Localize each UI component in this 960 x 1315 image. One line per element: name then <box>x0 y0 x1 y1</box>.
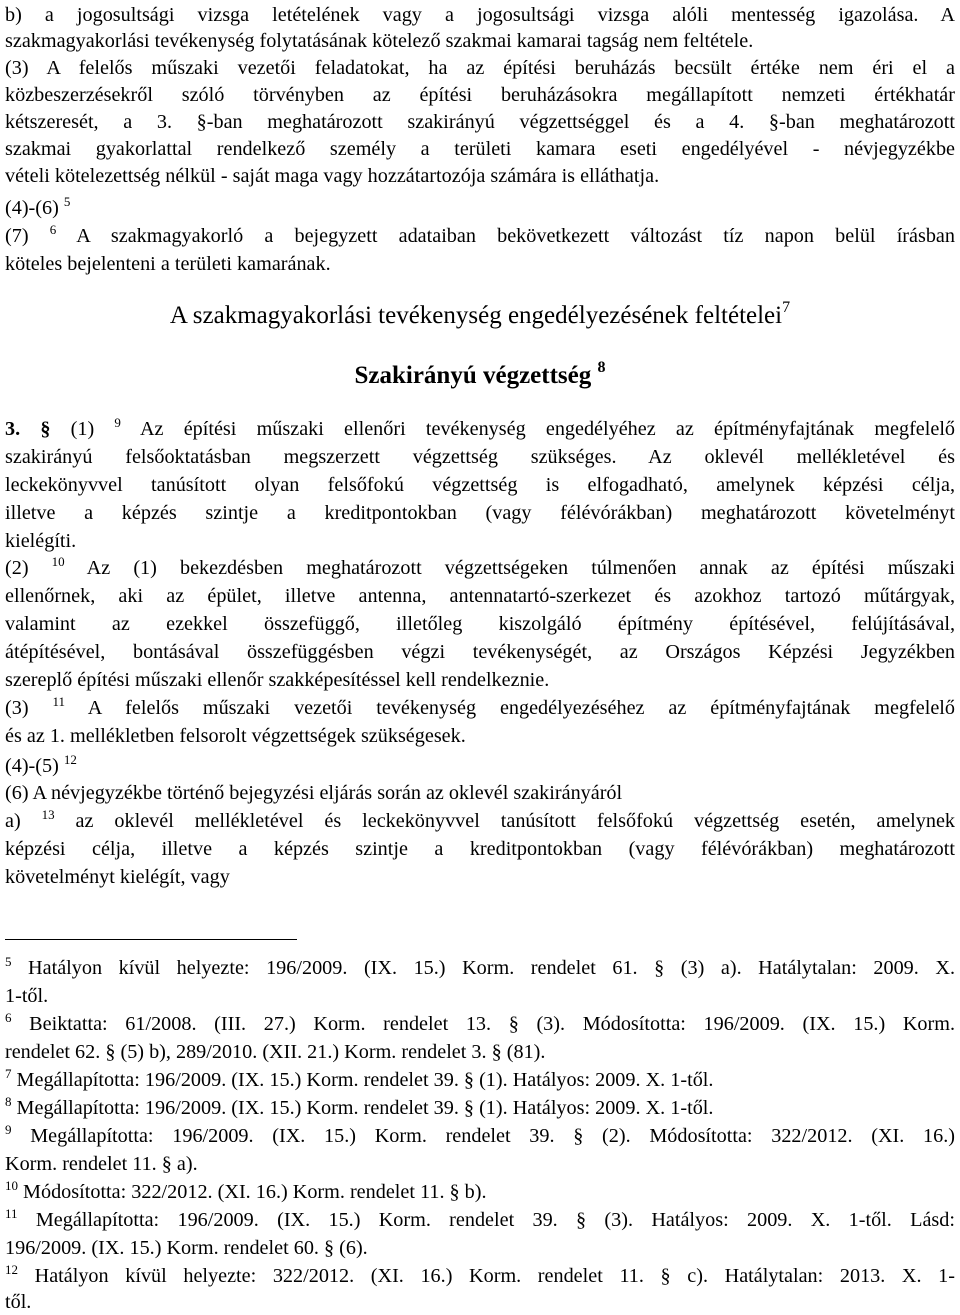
text-line: ellenőrnek, aki az épület, illetve antenna, antennatartó-szerkezet és azokhoz tartozó műtárgyak, <box>5 585 955 607</box>
point-label: a) <box>5 810 21 832</box>
footnote-number: 9 <box>5 1122 12 1137</box>
paragraph-number: (3) <box>5 697 29 719</box>
footnote-number: 8 <box>5 1094 12 1109</box>
text-line: 196/2009. (IX. 15.) Korm. rendelet 60. § (6). <box>5 1237 368 1259</box>
paragraph-number: (1) <box>70 418 95 440</box>
text-line: rendelet 62. § (5) b), 289/2010. (XII. 21.) Korm. rendelet 3. § (81). <box>5 1041 546 1063</box>
text-line: köteles bejelenteni a területi kamarának. <box>5 253 331 275</box>
paragraph-4-5 <box>5 753 77 779</box>
text-line: szakirányú felsőoktatásban megszerzett végzettség szükséges. Az oklevél mellékletével és <box>5 446 955 468</box>
footnote-text: Megállapította: 196/2009. (IX. 15.) Korm. rendelet 39. § (2). Módosította: 322/2012. (XI. 16.) <box>11 1125 955 1147</box>
paragraph-2 <box>5 555 955 581</box>
footnote-ref: 8 <box>597 359 606 376</box>
footnote-8 <box>5 1095 713 1121</box>
text-line: követelményt kielégít, vagy <box>5 866 230 888</box>
section-3-paragraph-1 <box>5 416 955 442</box>
text-line: 1-től. <box>5 985 49 1007</box>
footnote-text: Hatályon kívül helyezte: 322/2012. (XI. 16.) Korm. rendelet 11. § c). Hatálytalan: 2013. X. 1- <box>18 1265 955 1287</box>
text-line: től. <box>5 1291 32 1313</box>
footnote-ref: 9 <box>114 415 121 430</box>
paragraph-text: A felelős műszaki vezetői tevékenység engedélyezéséhez az építményfajtának megfelelő <box>65 697 956 719</box>
footnote-ref: 6 <box>49 222 57 237</box>
text-line: képzési célja, illetve a képzés szintje a kreditpontokban (vagy félévórákban) meghatározott <box>5 838 955 860</box>
footnote-text: Megállapította: 196/2009. (IX. 15.) Korm. rendelet 39. § (1). Hatályos: 2009. X. 1-től. <box>11 1097 714 1119</box>
footnote-text: Megállapította: 196/2009. (IX. 15.) Korm. rendelet 39. § (1). Hatályos: 2009. X. 1-től. <box>11 1069 714 1091</box>
paragraph-7 <box>5 223 955 249</box>
paragraph-number: (2) <box>5 557 29 579</box>
paragraph-text: A szakmagyakorló a bejegyzett adataiban bekövetkezett változást tíz napon belül írásban <box>56 225 955 247</box>
text-line: illetve a képzés szintje a kreditpontokban (vagy félévórákban) meghatározott követelményt <box>5 502 955 524</box>
footnote-9 <box>5 1123 955 1149</box>
footnote-text: Hatályon kívül helyezte: 196/2009. (IX. 15.) Korm. rendelet 61. § (3) a). Hatálytalan: 2009. X. <box>11 957 955 979</box>
footnote-number: 10 <box>5 1178 18 1193</box>
footnote-5 <box>5 955 955 981</box>
paragraph-number: (4)-(6) <box>5 197 59 219</box>
footnote-number: 12 <box>5 1262 18 1277</box>
text-line: szakmai gyakorlattal rendelkező személy a területi kamara eseti engedélyével - névjegyzékbe <box>5 138 955 160</box>
section-number: 3. § <box>5 418 51 440</box>
footnote-ref: 12 <box>63 752 77 767</box>
text-line: vételi kötelezettség nélkül - saját maga vagy hozzátartozója számára is elláthatja. <box>5 165 660 187</box>
text-line: (3) A felelős műszaki vezetői feladatokat, ha az építési beruházás becsült értéke nem éri el a <box>5 57 955 79</box>
footnote-ref: 7 <box>782 299 791 316</box>
footnote-text: Módosította: 322/2012. (XI. 16.) Korm. rendelet 11. § b). <box>18 1181 487 1203</box>
footnote-text: Beiktatta: 61/2008. (III. 27.) Korm. rendelet 13. § (3). Módosította: 196/2009. (IX. 15.) Korm. <box>11 1013 955 1035</box>
paragraph-6: (6) A névjegyzékbe történő bejegyzési eljárás során az oklevél szakirányáról <box>5 782 623 804</box>
footnote-10 <box>5 1179 487 1205</box>
footnote-12 <box>5 1263 955 1289</box>
footnote-text: Megállapította: 196/2009. (IX. 15.) Korm. rendelet 39. § (3). Hatályos: 2009. X. 1-től. Lásd: <box>17 1209 955 1231</box>
heading-text: Szakirányú végzettség <box>354 362 592 389</box>
paragraph-number: (4)-(5) <box>5 755 59 777</box>
heading-text: A szakmagyakorlási tevékenység engedélyezésének feltételei <box>169 302 783 329</box>
footnote-11 <box>5 1207 955 1233</box>
text-line: szakmagyakorlási tevékenység folytatásának kötelező szakmai kamarai tagság nem feltétele. <box>5 30 754 52</box>
text-line: és az 1. mellékletben felsorolt végzettségek szükségesek. <box>5 725 466 747</box>
paragraph-text: Az építési műszaki ellenőri tevékenység engedélyéhez az építményfajtának megfelelő <box>120 418 956 440</box>
text-line: kielégíti. <box>5 530 77 552</box>
text-line: leckekönyvvel tanúsított olyan felsőfokú végzettség is elfogadható, amelynek képzési célja, <box>5 474 955 496</box>
text-line: b) a jogosultsági vizsga letételének vagy a jogosultsági vizsga alóli mentesség igazolása. A <box>5 4 955 26</box>
footnote-number: 5 <box>5 954 12 969</box>
subsection-heading <box>0 360 960 392</box>
paragraph-text: az oklevél mellékletével és leckekönyvvel tanúsított felsőfokú végzettség esetén, amelynek <box>54 810 956 832</box>
footnote-separator <box>5 939 297 940</box>
section-heading <box>0 300 960 332</box>
text-line: valamint az ezekkel összefüggő, illetőleg kiszolgáló építmény építésével, felújításával, <box>5 613 955 635</box>
footnote-ref: 11 <box>52 694 65 709</box>
footnote-6 <box>5 1011 955 1037</box>
footnote-number: 6 <box>5 1010 12 1025</box>
footnote-ref: 13 <box>41 807 55 822</box>
paragraph-number: (7) <box>5 225 29 247</box>
paragraph-4-6 <box>5 195 70 221</box>
point-a <box>5 808 955 834</box>
footnote-ref: 10 <box>51 554 65 569</box>
footnote-7 <box>5 1067 713 1093</box>
text-line: szereplő építési műszaki ellenőr szakképesítéssel kell rendelkeznie. <box>5 669 550 691</box>
footnote-ref: 5 <box>63 194 71 209</box>
text-line: közbeszerzésekről szóló törvényben az építési beruházásokra megállapított nemzeti értékhatár <box>5 84 955 106</box>
paragraph-text: Az (1) bekezdésben meghatározott végzettségeken túlmenően annak az építési műszaki <box>64 557 956 579</box>
footnote-number: 7 <box>5 1066 12 1081</box>
text-line: kétszeresét, a 3. §-ban meghatározott szakirányú végzettséggel és a 4. §-ban meghatározott <box>5 111 955 133</box>
paragraph-3 <box>5 695 955 721</box>
footnote-number: 11 <box>5 1206 18 1221</box>
text-line: Korm. rendelet 11. § a). <box>5 1153 198 1175</box>
text-line: átépítésével, bontásával összefüggésben végzi tevékenységét, az Országos Képzési Jegyzékben <box>5 641 955 663</box>
